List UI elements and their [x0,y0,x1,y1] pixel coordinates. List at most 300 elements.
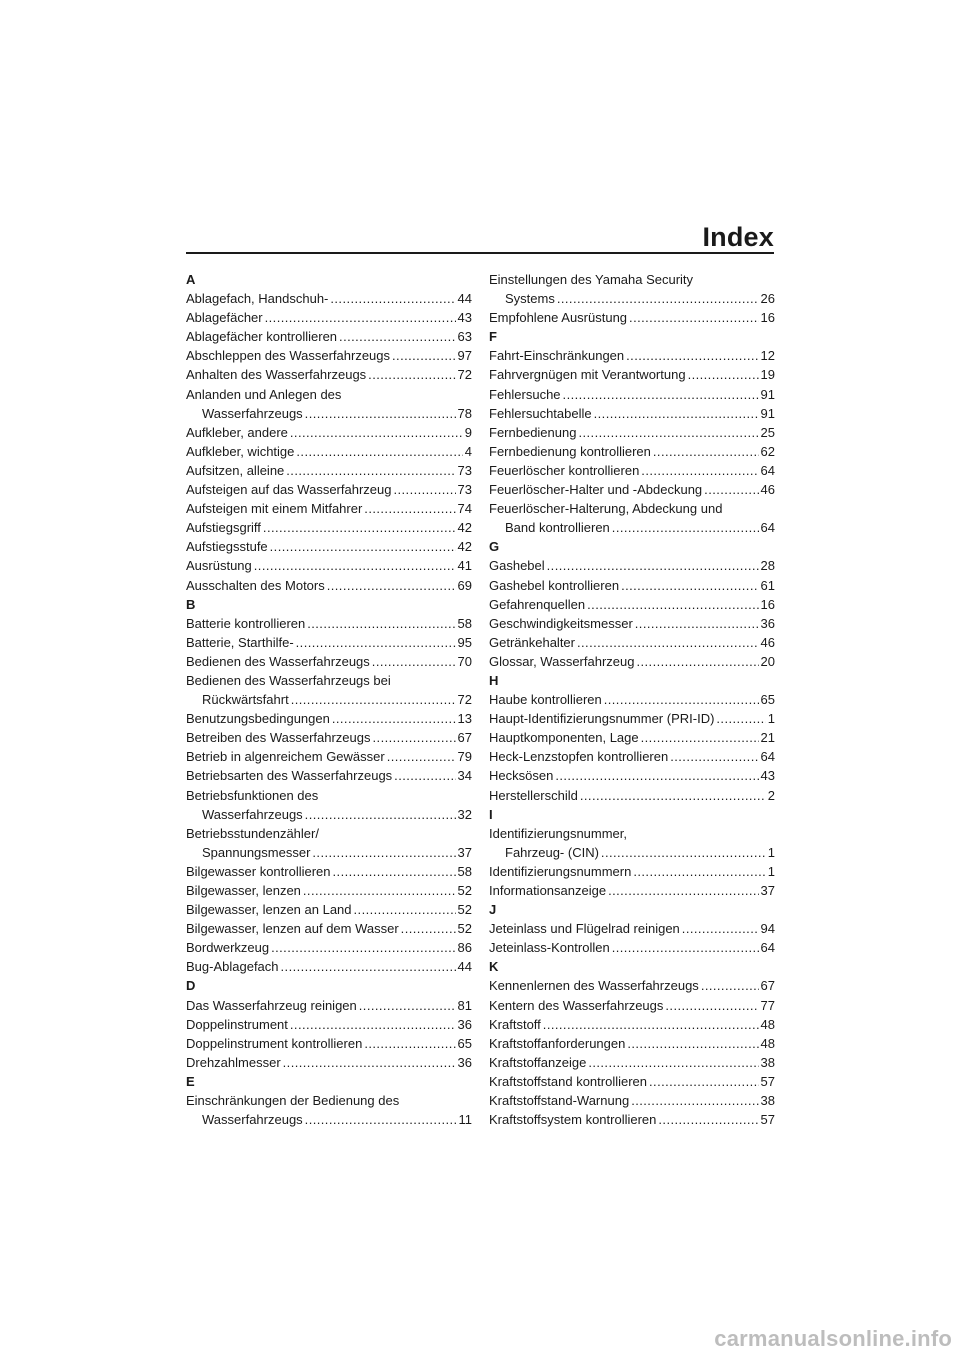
index-entry-term: Ablagefach, Handschuh- [186,291,329,307]
dot-leader [626,346,758,365]
dot-leader [364,1034,455,1053]
index-entry-term: Aufstiegsstufe [186,539,268,555]
index-entry[interactable] [186,537,472,556]
index-page-number: 21 [760,730,775,746]
index-entry-term: Benutzungsbedingungen [186,711,330,727]
index-page-number: 94 [760,921,775,937]
index-entry-term: Fehlersuche [489,386,561,402]
dot-leader [290,423,463,442]
dot-leader [393,480,455,499]
index-entry-term: Gashebel [489,558,545,574]
index-entry-line [489,1091,775,1110]
index-entry-line [186,327,472,346]
index-page-number: 78 [457,405,472,421]
index-entry-line [186,423,472,442]
index-entry-term: Identifizierungsnummer, [489,825,628,841]
index-page-number: 34 [457,768,472,784]
index-entry-line [489,881,775,900]
index-entry[interactable] [489,404,775,423]
index-entry[interactable] [186,652,472,671]
dot-leader [327,576,456,595]
index-entry[interactable] [186,499,472,518]
index-page-number: 46 [760,482,775,498]
index-page-number: 72 [457,692,472,708]
index-page-number: 65 [760,692,775,708]
index-entry[interactable] [489,423,775,442]
index-page-number: 46 [760,634,775,650]
index-entry[interactable] [186,957,472,976]
index-entry[interactable] [489,728,775,747]
dot-leader [670,747,758,766]
index-entry[interactable] [186,614,472,633]
index-page-number: 73 [457,462,472,478]
index-entry-term: Bug-Ablagefach [186,959,279,975]
index-entry-term: Aufsteigen mit einem Mitfahrer [186,501,363,517]
index-entry[interactable] [489,919,775,938]
index-entry-term: Doppelinstrument kontrollieren [186,1035,363,1051]
index-section-letter: F [489,329,497,345]
index-entry-term-continued: Wasserfahrzeugs [202,1112,303,1128]
dot-leader [330,289,455,308]
index-entry-line [489,976,775,995]
index-entry[interactable] [186,996,472,1015]
index-entry-term: Kennenlernen des Wasserfahrzeugs [489,978,699,994]
index-entry-term: Bilgewasser kontrollieren [186,863,331,879]
index-entry-line [489,843,775,862]
index-entry-term: Bilgewasser, lenzen an Land [186,902,352,918]
index-entry-term-continued: Wasserfahrzeugs [202,806,303,822]
index-page-number: 63 [457,329,472,345]
watermark: carmanualsonline.info [714,1326,952,1351]
index-entry-line [186,633,472,652]
index-entry[interactable] [489,1015,775,1034]
index-page-number: 86 [457,940,472,956]
index-entry-line [186,614,472,633]
index-entry-line [186,957,472,976]
dot-leader [612,938,759,957]
index-page-number: 74 [457,501,472,517]
index-entry-line [489,385,775,404]
index-entry-line [186,690,472,709]
index-entry-term: Bilgewasser, lenzen [186,883,301,898]
dot-leader [601,843,766,862]
index-page-number: 95 [457,634,472,650]
index-entry-term: Hecksösen [489,768,554,784]
index-entry-line [186,404,472,423]
index-entry[interactable] [186,709,472,728]
dot-leader [305,1110,457,1129]
dot-leader [665,996,758,1015]
index-entry-term: Betrieb in algenreichem Gewässer [186,749,385,765]
index-entry-term: Batterie, Starthilfe- [186,634,294,650]
index-entry-term: Jeteinlass und Flügelrad reinigen [489,921,680,937]
index-entry[interactable] [489,709,775,728]
index-entry-line [186,996,472,1015]
index-entry-line [186,900,472,919]
index-page-number: 42 [457,520,472,536]
index-entry-term: Ablagefächer [186,310,263,326]
index-entry-line [489,996,775,1015]
index-entry[interactable] [186,1091,472,1129]
index-page-number: 41 [457,558,472,574]
index-entry-term: Feuerlöscher-Halterung, Abdeckung und [489,501,723,517]
index-entry[interactable] [489,614,775,633]
index-entry[interactable] [186,938,472,957]
index-page-number: 48 [760,1035,775,1051]
index-entry[interactable] [489,996,775,1015]
index-entry-line [186,385,472,404]
dot-leader [372,652,456,671]
index-entry-term: Identifizierungsnummern [489,863,632,879]
index-page-number: 64 [760,749,775,765]
index-entry-term: Betriebsstundenzähler/ [186,825,319,841]
index-entry[interactable] [489,766,775,785]
index-entry-line [186,576,472,595]
index-page-number: 73 [457,482,472,498]
index-entry-line [186,843,472,862]
index-entry[interactable] [186,881,472,900]
index-entry-term: Fernbedienung [489,424,577,440]
index-entry-term: Betriebsarten des Wasserfahrzeugs [186,768,393,784]
index-entry-line [489,518,775,537]
dot-leader [254,556,456,575]
index-entry-line [186,1015,472,1034]
dot-leader [587,595,758,614]
index-entry[interactable] [489,1034,775,1053]
index-entry-term: Fahrt-Einschränkungen [489,348,625,364]
index-entry[interactable] [489,556,775,575]
index-entry-line [489,404,775,423]
index-entry-term: Fahrvergnügen mit Verantwortung [489,367,686,383]
dot-leader [636,652,758,671]
title-rule [186,252,774,254]
index-entry-line [186,747,472,766]
index-entry[interactable] [186,518,472,537]
index-entry[interactable] [489,1072,775,1091]
index-entry[interactable] [186,728,472,747]
index-entry-line [186,308,472,327]
dot-leader [392,346,456,365]
dot-leader [716,709,765,728]
index-entry[interactable] [489,385,775,404]
index-entry-term: Empfohlene Ausrüstung [489,310,628,326]
index-entry-line [489,308,775,327]
index-entry-line [186,728,472,747]
index-entry[interactable] [489,976,775,995]
index-page-number: 67 [760,978,775,994]
index-entry-term: Heck-Lenzstopfen kontrollieren [489,749,669,765]
index-entry-term: Gashebel kontrollieren [489,577,620,593]
index-entry[interactable] [489,938,775,957]
index-entry[interactable] [186,1015,472,1034]
index-entry[interactable] [186,900,472,919]
index-section-letter: I [489,806,493,822]
index-entry[interactable] [489,308,775,327]
index-entry-term: Kraftstoffsystem kontrollieren [489,1112,657,1128]
index-entry-line [489,786,775,805]
dot-leader [354,900,456,919]
index-entry-line [186,881,472,900]
index-page-number: 32 [457,806,472,822]
index-page-number: 64 [760,940,775,956]
index-entry-term: Ausrüstung [186,558,252,574]
index-entry-line [186,919,472,938]
dot-leader [265,308,456,327]
index-entry-term: Kentern des Wasserfahrzeugs [489,997,664,1013]
index-entry[interactable] [186,862,472,881]
index-entry[interactable] [489,1053,775,1072]
index-page-number: 61 [760,577,775,593]
dot-leader [563,385,759,404]
index-entry[interactable] [489,633,775,652]
index-entry[interactable] [186,1053,472,1072]
dot-leader [631,1091,758,1110]
index-entry-line [489,728,775,747]
index-entry[interactable] [186,919,472,938]
index-page-number: 97 [457,348,472,364]
index-entry-term: Kraftstoffstand kontrollieren [489,1073,648,1089]
index-entry-line [186,289,472,308]
index-entry[interactable] [186,786,472,824]
index-page-number: 38 [760,1054,775,1070]
dot-leader [577,633,759,652]
index-entry[interactable] [489,690,775,709]
index-page-number: 42 [457,539,472,555]
index-entry[interactable] [186,633,472,652]
index-entry-term: Aufsteigen auf das Wasserfahrzeug [186,482,392,498]
index-entry-line [489,862,775,881]
dot-leader [296,633,456,652]
index-entry-line [186,1053,472,1072]
dot-leader [291,690,456,709]
index-entry[interactable] [489,499,775,537]
index-entry[interactable] [186,556,472,575]
index-entry[interactable] [186,576,472,595]
index-entry-term: Das Wasserfahrzeug reinigen [186,997,357,1013]
index-entry[interactable] [489,1091,775,1110]
index-page-number: 91 [760,405,775,421]
index-page-number: 11 [458,1112,472,1128]
index-page-number: 2 [767,787,775,803]
dot-leader [271,938,455,957]
dot-leader [373,728,456,747]
dot-leader [332,709,456,728]
index-entry-term: Einstellungen des Yamaha Security [489,272,694,287]
dot-leader [283,1053,456,1072]
index-entry-line [186,766,472,785]
dot-leader [296,442,462,461]
dot-leader [270,537,456,556]
index-entry[interactable] [489,1110,775,1129]
index-entry[interactable] [186,308,472,327]
index-section-letter: J [489,902,497,918]
index-entry[interactable] [186,365,472,384]
dot-leader [286,461,455,480]
index-entry-line [186,480,472,499]
index-section-letter: E [186,1073,195,1089]
index-entry-line [186,346,472,365]
index-entry[interactable] [186,442,472,461]
index-entry[interactable] [489,786,775,805]
index-entry[interactable] [186,385,472,423]
dot-leader [303,881,456,900]
index-entry-term-continued: Rückwärtsfahrt [202,692,289,708]
dot-leader [629,308,758,327]
index-entry-line [186,805,472,824]
index-page-number: 44 [457,959,472,975]
index-entry-line [186,786,472,805]
index-entry[interactable] [186,747,472,766]
index-entry-line [186,671,472,690]
dot-leader [612,518,759,537]
index-page-number: 72 [457,367,472,383]
index-entry[interactable] [186,1034,472,1053]
dot-leader [653,442,759,461]
dot-leader [649,1072,759,1091]
index-entry[interactable] [489,747,775,766]
index-page-number: 36 [760,615,775,631]
index-entry[interactable] [186,461,472,480]
index-entry-line [186,518,472,537]
index-page-number: 52 [457,883,472,898]
index-entry-line [186,537,472,556]
index-page-number: 4 [464,443,472,459]
index-page-number: 58 [457,863,472,879]
index-entry-term: Aufstiegsgriff [186,520,261,536]
index-entry-line [186,442,472,461]
index-page-number: 65 [457,1035,472,1051]
index-entry-line [489,480,775,499]
index-entry[interactable] [186,824,472,862]
index-entry-term: Ablagefächer kontrollieren [186,329,338,345]
index-entry-line [489,824,775,843]
index-entry-term: Jeteinlass-Kontrollen [489,940,610,956]
index-entry-line [489,1034,775,1053]
index-entry[interactable] [489,461,775,480]
index-entry-line [489,633,775,652]
index-page-number: 13 [457,711,472,727]
dot-leader [555,766,758,785]
index-entry-line [186,652,472,671]
index-entry-term: Bedienen des Wasserfahrzeugs [186,653,370,669]
index-entry-term-continued: Band kontrollieren [505,520,610,536]
index-entry-term: Kraftstoffanforderungen [489,1035,626,1051]
dot-leader [547,556,759,575]
index-entry[interactable] [186,480,472,499]
index-entry[interactable] [489,442,775,461]
index-page-number: 43 [760,768,775,784]
index-page-number: 67 [457,730,472,746]
index-column-right [489,270,775,1129]
dot-leader [588,1053,758,1072]
index-entry-term: Haube kontrollieren [489,692,602,708]
dot-leader [359,996,456,1015]
index-entry-line [489,270,775,289]
index-entry[interactable] [489,346,775,365]
index-page-number: 64 [760,462,775,478]
index-entry-term: Fernbedienung kontrollieren [489,443,651,459]
dot-leader [368,365,455,384]
index-entry[interactable] [186,327,472,346]
index-entry-line [489,289,775,308]
index-page-number: 64 [760,520,775,536]
index-entry-line [489,576,775,595]
index-entry-term: Getränkehalter [489,634,575,650]
index-page-number: 37 [760,883,775,898]
index-entry-line [489,442,775,461]
index-entry-line [186,556,472,575]
index-entry[interactable] [489,270,775,308]
index-entry-line [489,919,775,938]
index-entry[interactable] [489,365,775,384]
index-entry-line [489,365,775,384]
dot-leader [701,976,759,995]
index-entry-term: Informationsanzeige [489,883,607,898]
index-entry-line [186,862,472,881]
index-entry[interactable] [489,652,775,671]
dot-leader [263,518,456,537]
dot-leader [688,365,759,384]
index-entry[interactable] [489,881,775,900]
index-entry[interactable] [489,595,775,614]
dot-leader [312,843,455,862]
index-page-number: 28 [760,558,775,574]
dot-leader [682,919,759,938]
index-entry-term: Drehzahlmesser [186,1054,281,1070]
index-page-number: 26 [760,291,775,307]
index-entry[interactable] [186,289,472,308]
index-page-number: 43 [457,310,472,326]
index-entry-term-continued: Spannungsmesser [202,844,311,860]
index-entry-line [489,766,775,785]
index-entry-term: Geschwindigkeitsmesser [489,615,633,631]
index-entry-term: Anhalten des Wasserfahrzeugs [186,367,367,383]
index-entry-term: Bordwerkzeug [186,940,270,956]
index-entry-term: Kraftstoffstand-Warnung [489,1093,630,1109]
index-entry-line [186,1110,472,1129]
index-entry[interactable] [489,824,775,862]
index-entry[interactable] [186,766,472,785]
dot-leader [594,404,759,423]
index-page-number: 37 [457,844,472,860]
index-entry-line [489,595,775,614]
index-entry-line [489,614,775,633]
index-entry-term: Doppelinstrument [186,1016,288,1032]
index-page-number: 57 [760,1112,775,1128]
index-page-number: 9 [464,424,472,440]
index-entry-term: Betriebsfunktionen des [186,787,319,803]
index-entry-line [186,365,472,384]
index-entry-line [489,747,775,766]
dot-leader [281,957,456,976]
index-entry[interactable] [186,346,472,365]
index-page-number: 69 [457,577,472,593]
index-entry[interactable] [186,671,472,709]
index-entry[interactable] [489,480,775,499]
index-entry-line [489,690,775,709]
dot-leader [387,747,456,766]
index-entry[interactable] [186,423,472,442]
index-entry-line [489,461,775,480]
index-entry-line [489,652,775,671]
index-entry-term: Betreiben des Wasserfahrzeugs [186,730,371,746]
index-entry[interactable] [489,576,775,595]
index-entry-term: Abschleppen des Wasserfahrzeugs [186,348,391,364]
index-entry[interactable] [489,862,775,881]
index-page-number: 58 [457,615,472,631]
index-page-number: 25 [760,424,775,440]
index-entry-term-continued: Systems [505,291,555,307]
